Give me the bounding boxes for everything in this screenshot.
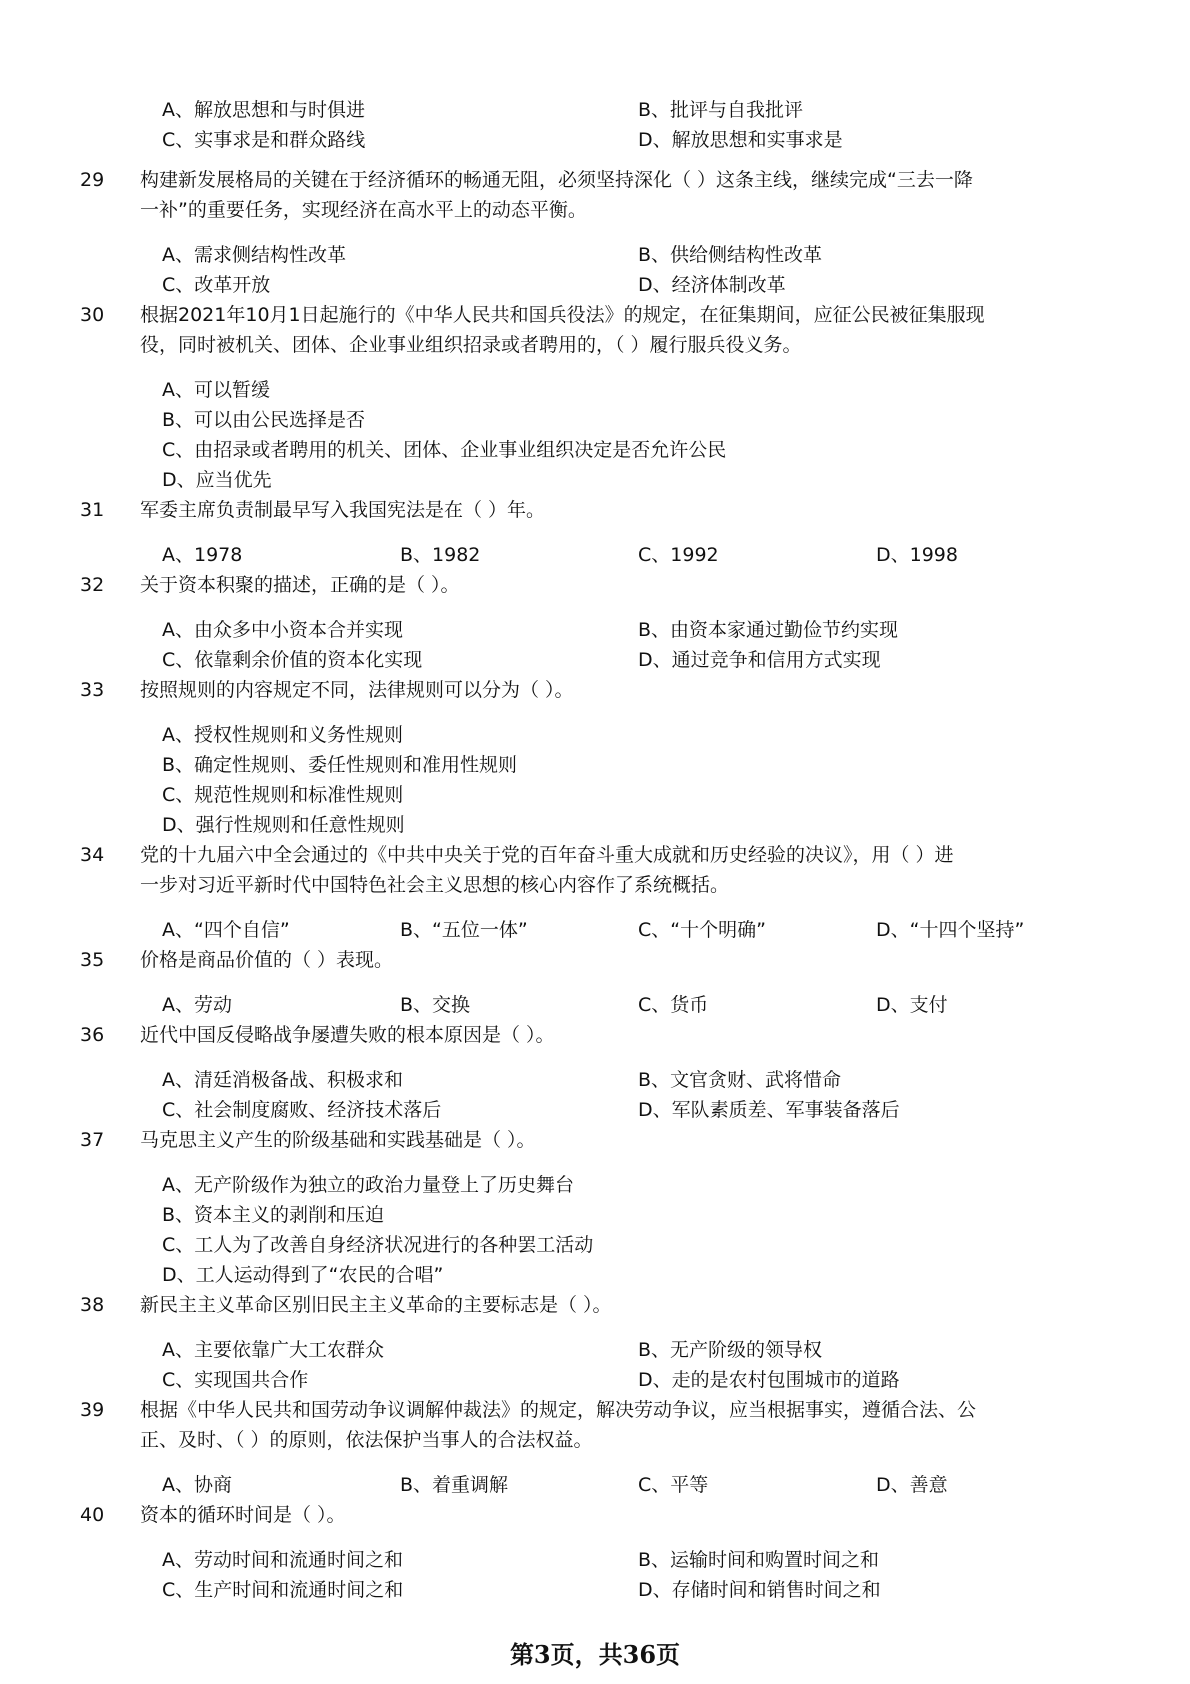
option-b: B、供给侧结构性改革 <box>638 244 823 266</box>
prev-option-d: D、解放思想和实事求是 <box>638 129 843 151</box>
option-c: C、规范性规则和标准性规则 <box>162 784 404 806</box>
option-c: C、工人为了改善自身经济状况进行的各种罢工活动 <box>162 1234 594 1256</box>
option-b: B、确定性规则、委任性规则和准用性规则 <box>162 754 518 776</box>
option-d: D、1998 <box>876 544 958 566</box>
option-a: A、可以暂缓 <box>162 379 270 401</box>
question-number: 33 <box>80 679 105 701</box>
question-number: 38 <box>80 1294 105 1316</box>
question-stem-line: 党的十九届六中全会通过的《中共中央关于党的百年奋斗重大成就和历史经验的决议》，用（ ）进 <box>140 844 954 866</box>
prev-option-a: A、解放思想和与时俱进 <box>162 99 365 121</box>
question-number: 39 <box>80 1399 105 1421</box>
option-c: C、货币 <box>638 994 709 1016</box>
option-b: B、无产阶级的领导权 <box>638 1339 823 1361</box>
question-stem-line: 一补”的重要任务，实现经济在高水平上的动态平衡。 <box>140 199 587 221</box>
question-stem-line: 根据《中华人民共和国劳动争议调解仲裁法》的规定，解决劳动争议，应当根据事实，遵循合法、公 <box>140 1399 977 1421</box>
question-number: 31 <box>80 499 105 521</box>
option-b: B、可以由公民选择是否 <box>162 409 366 431</box>
option-a: A、需求侧结构性改革 <box>162 244 346 266</box>
option-c: C、实现国共合作 <box>162 1369 309 1391</box>
option-a: A、清廷消极备战、积极求和 <box>162 1069 403 1091</box>
option-c: C、依靠剩余价值的资本化实现 <box>162 649 423 671</box>
question-number: 36 <box>80 1024 105 1046</box>
question-stem-line: 构建新发展格局的关键在于经济循环的畅通无阻，必须坚持深化（ ）这条主线，继续完成“三去一降 <box>140 169 973 191</box>
question-stem-line: 资本的循环时间是（ ）。 <box>140 1504 346 1526</box>
question-stem-line: 价格是商品价值的（ ）表现。 <box>140 949 394 971</box>
option-c: C、由招录或者聘用的机关、团体、企业事业组织决定是否允许公民 <box>162 439 727 461</box>
option-a: A、由众多中小资本合并实现 <box>162 619 403 641</box>
question-number: 34 <box>80 844 105 866</box>
option-a: A、劳动 <box>162 994 232 1016</box>
option-c: C、社会制度腐败、经济技术落后 <box>162 1099 442 1121</box>
question-stem-line: 关于资本积聚的描述，正确的是（ ）。 <box>140 574 460 596</box>
question-stem-line: 一步对习近平新时代中国特色社会主义思想的核心内容作了系统概括。 <box>140 874 730 896</box>
option-b: B、资本主义的剥削和压迫 <box>162 1204 385 1226</box>
option-a: A、无产阶级作为独立的政治力量登上了历史舞台 <box>162 1174 574 1196</box>
question-number: 35 <box>80 949 105 971</box>
question-number: 40 <box>80 1504 105 1526</box>
option-d: D、走的是农村包围城市的道路 <box>638 1369 900 1391</box>
option-d: D、经济体制改革 <box>638 274 786 296</box>
option-b: B、“五位一体” <box>400 919 528 941</box>
option-b: B、运输时间和购置时间之和 <box>638 1549 880 1571</box>
option-c: C、“十个明确” <box>638 919 766 941</box>
question-number: 29 <box>80 169 105 191</box>
option-d: D、工人运动得到了“农民的合唱” <box>162 1264 444 1286</box>
question-stem-line: 按照规则的内容规定不同，法律规则可以分为（ ）。 <box>140 679 574 701</box>
option-c: C、1992 <box>638 544 719 566</box>
option-d: D、“十四个坚持” <box>876 919 1025 941</box>
option-b: B、1982 <box>400 544 481 566</box>
option-b: B、文官贪财、武将惜命 <box>638 1069 842 1091</box>
option-a: A、“四个自信” <box>162 919 290 941</box>
option-a: A、协商 <box>162 1474 232 1496</box>
option-d: D、支付 <box>876 994 948 1016</box>
question-number: 32 <box>80 574 105 596</box>
question-stem-line: 正、及时、（ ）的原则，依法保护当事人的合法权益。 <box>140 1429 593 1451</box>
prev-option-c: C、实事求是和群众路线 <box>162 129 366 151</box>
question-stem-line: 军委主席负责制最早写入我国宪法是在（ ）年。 <box>140 499 546 521</box>
page-footer: 第3页，共36页 <box>509 1640 681 1669</box>
option-d: D、通过竞争和信用方式实现 <box>638 649 881 671</box>
question-stem-line: 役，同时被机关、团体、企业事业组织招录或者聘用的，（ ）履行服兵役义务。 <box>140 334 802 356</box>
option-a: A、主要依靠广大工农群众 <box>162 1339 384 1361</box>
option-b: B、交换 <box>400 994 471 1016</box>
question-stem-line: 根据2021年10月1日起施行的《中华人民共和国兵役法》的规定，在征集期间，应征公民被征集服现 <box>140 304 985 326</box>
option-b: B、着重调解 <box>400 1474 509 1496</box>
option-d: D、存储时间和销售时间之和 <box>638 1579 881 1601</box>
question-number: 37 <box>80 1129 105 1151</box>
option-d: D、强行性规则和任意性规则 <box>162 814 405 836</box>
question-stem-line: 新民主主义革命区别旧民主主义革命的主要标志是（ ）。 <box>140 1294 612 1316</box>
option-a: A、1978 <box>162 544 243 566</box>
option-c: C、生产时间和流通时间之和 <box>162 1579 404 1601</box>
question-stem-line: 近代中国反侵略战争屡遭失败的根本原因是（ ）。 <box>140 1024 555 1046</box>
prev-option-b: B、批评与自我批评 <box>638 99 804 121</box>
option-d: D、善意 <box>876 1474 948 1496</box>
option-a: A、授权性规则和义务性规则 <box>162 724 403 746</box>
option-a: A、劳动时间和流通时间之和 <box>162 1549 403 1571</box>
question-stem-line: 马克思主义产生的阶级基础和实践基础是（ ）。 <box>140 1129 536 1151</box>
option-d: D、军队素质差、军事装备落后 <box>638 1099 900 1121</box>
question-number: 30 <box>80 304 105 326</box>
option-b: B、由资本家通过勤俭节约实现 <box>638 619 899 641</box>
option-c: C、改革开放 <box>162 274 271 296</box>
option-d: D、应当优先 <box>162 469 272 491</box>
option-c: C、平等 <box>638 1474 709 1496</box>
